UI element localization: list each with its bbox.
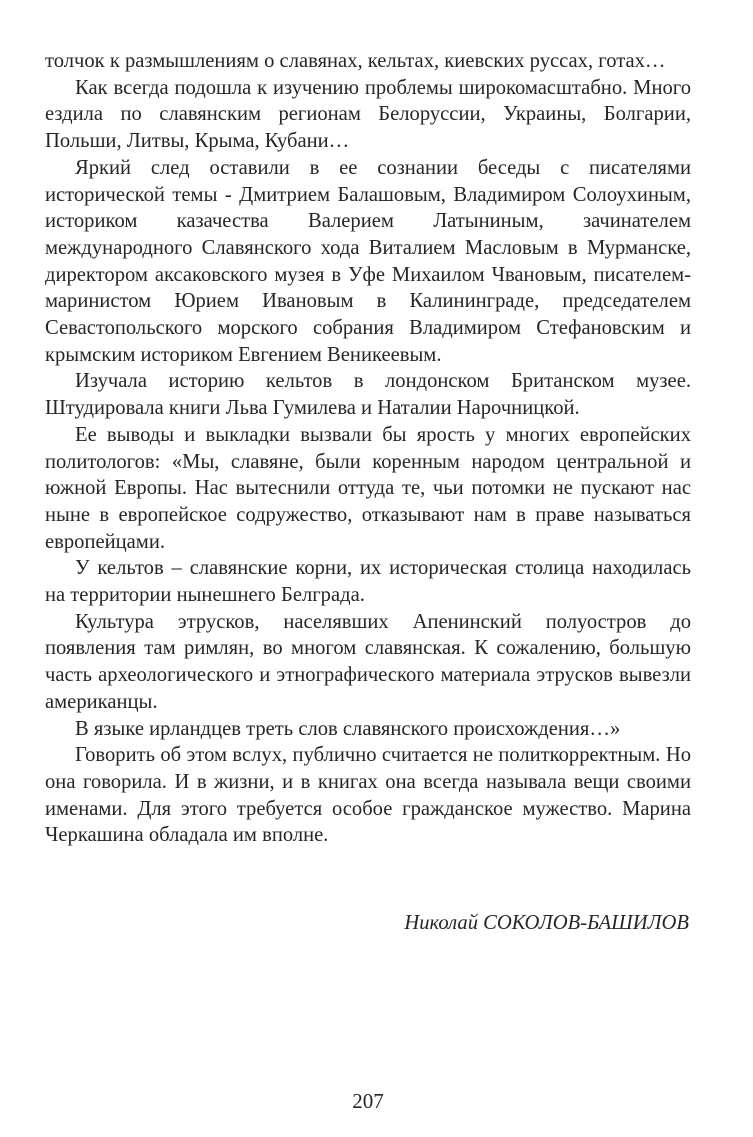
paragraph-5: Ее выводы и выкладки вызвали бы ярость у многих европейских политологов: «Мы, славяне, были коренным народом центральной и южной Европы. Нас вытеснили оттуда те, чьи потомки не пускают нас ныне в европейское содружество, отказывают нам в праве называться европейцами. xyxy=(45,423,691,553)
paragraph-2: Как всегда подошла к изучению проблемы широкомасштабно. Много ездила по славянским регионам Белоруссии, Украины, Болгарии, Польши, Литвы, Крыма, Кубани… xyxy=(45,76,691,153)
page-number: 207 xyxy=(352,1089,384,1113)
author-signature: Николай СОКОЛОВ-БАШИЛОВ xyxy=(404,912,689,934)
paragraph-8: В языке ирландцев треть слов славянского происхождения…» xyxy=(75,717,621,740)
paragraph-6: У кельтов – славянские корни, их историческая столица находилась на территории нынешнего Белграда. xyxy=(45,557,691,607)
paragraph-3: Яркий след оставили в ее сознании беседы с писателями исторической темы - Дмитрием Балашовым, Владимиром Солоухиным, историком казачества Валерием Латыниным, зачинателем международного Славянского хода Виталием Масловым в Мурманске, директором аксаковского музея в Уфе Михаилом Чвановым, писателем-маринистом Юрием Ивановым в Калининграде, председателем Севастопольского морского собрания Владимиром Стефановским и крымским историком Евгением Веникеевым. xyxy=(45,156,691,366)
body-text xyxy=(45,48,691,849)
paragraph-1: толчок к размышлениям о славянах, кельтах, киевских руссах, готах… xyxy=(45,50,666,72)
paragraph-9: Говорить об этом вслух, публично считается не политкорректным. Но она говорила. И в жизни, и в книгах она всегда называла вещи своими именами. Для этого требуется особое гражданское мужество. Марина Черкашина обладала им вполне. xyxy=(45,744,691,847)
paragraph-4: Изучала историю кельтов в лондонском Британском музее. Штудировала книги Льва Гумилева и Наталии Нарочницкой. xyxy=(45,370,691,420)
book-page xyxy=(45,48,691,1137)
paragraph-7: Культура этрусков, населявших Апенинский полуостров до появления там римлян, во многом славянская. К сожалению, большую часть археологического и этнографического материала этрусков вывезли американцы. xyxy=(45,610,691,713)
